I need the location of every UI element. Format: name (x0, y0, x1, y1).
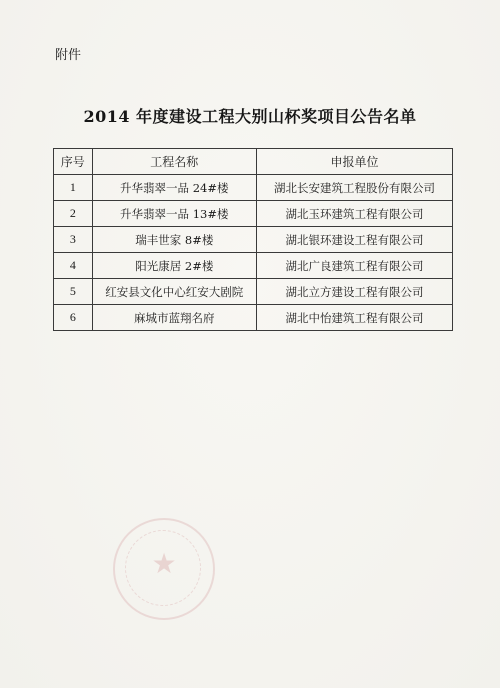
row-number: 6 (54, 305, 93, 331)
row-number: 5 (54, 279, 93, 305)
row-applicant: 湖北立方建设工程有限公司 (256, 279, 452, 305)
row-number: 1 (54, 175, 93, 201)
document-title: 2014 年度建设工程大别山杯奖项目公告名单 (83, 107, 417, 126)
row-project-name: 升华翡翠一品 13#楼 (92, 201, 256, 227)
table-row (54, 201, 453, 227)
seal-star-icon: ★ (151, 547, 177, 580)
row-applicant: 湖北银环建设工程有限公司 (256, 227, 452, 253)
row-number: 4 (54, 253, 93, 279)
table-row (54, 279, 453, 305)
row-project-name: 红安县文化中心红安大剧院 (92, 279, 256, 305)
row-project-name: 升华翡翠一品 24#楼 (92, 175, 256, 201)
row-applicant: 湖北中怡建筑工程有限公司 (256, 305, 452, 331)
table-row (54, 305, 453, 331)
table-row (54, 227, 453, 253)
faded-seal-stamp (113, 518, 215, 620)
row-project-name: 瑞丰世家 8#楼 (92, 227, 256, 253)
header-applicant: 申报单位 (256, 149, 452, 175)
table-row (54, 253, 453, 279)
attachment-label: 附件 (55, 48, 82, 63)
table-row (54, 175, 453, 201)
project-list-table (53, 148, 453, 331)
row-number: 3 (54, 227, 93, 253)
table-header-row (54, 149, 453, 175)
row-applicant: 湖北玉环建筑工程有限公司 (256, 201, 452, 227)
row-applicant: 湖北广良建筑工程有限公司 (256, 253, 452, 279)
header-number: 序号 (54, 149, 93, 175)
row-project-name: 阳光康居 2#楼 (92, 253, 256, 279)
row-applicant: 湖北长安建筑工程股份有限公司 (256, 175, 452, 201)
row-number: 2 (54, 201, 93, 227)
header-project-name: 工程名称 (92, 149, 256, 175)
row-project-name: 麻城市蓝翔名府 (92, 305, 256, 331)
